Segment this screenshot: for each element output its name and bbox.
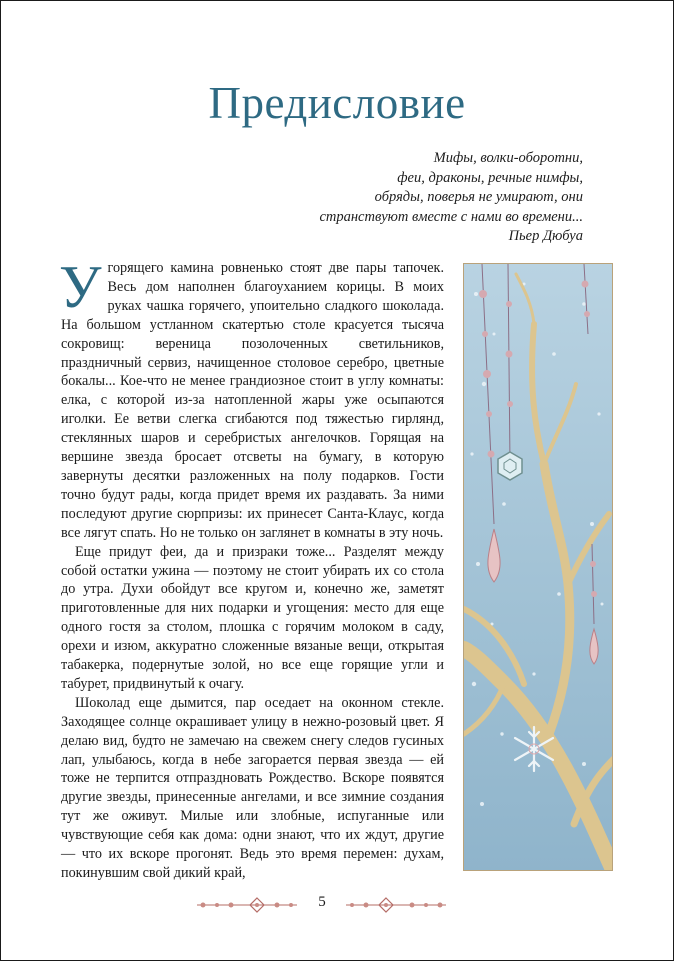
drop-cap: У bbox=[59, 254, 102, 320]
epigraph-line: Мифы, волки-оборотни, bbox=[433, 150, 583, 166]
paragraph-1 bbox=[59, 254, 444, 543]
winter-illustration bbox=[463, 263, 613, 871]
paragraph-3: Шоколад еще дымится, пар оседает на оконном стекле. Заходящее солнце окрашивает улицу в нежно-розовый цвет. Я делаю вид, будто не замечаю на свежем снегу следов гусиных лап, улыбаюсь, когда в небе загорается первая звезда — ей тоже не терпится отпраздновать Рождество. Вскоре появятся другие звезды, принесенные ангелами, и все зимние создания тут же оживут. Милые или злобные, испуганные или чувствующие себя как дома: одни знают, что их ждут, другие — что их вскоре прогонят. Ведь это время перемен: духам, покинувшим свой дикий край, bbox=[61, 694, 444, 881]
page-footer bbox=[1, 891, 673, 917]
epigraph-line: обряды, поверья не умирают, они bbox=[374, 189, 583, 206]
ornament-left-icon bbox=[197, 897, 297, 913]
page-number: 5 bbox=[318, 894, 326, 910]
ornament-right-icon bbox=[346, 897, 446, 913]
epigraph-author: Пьер Дюбуа bbox=[508, 228, 583, 245]
paragraph-1-text: горящего камина ровненько стоят две пары тапочек. Весь дом наполнен благоуханием корицы. В моих руках чашка горячего, упоительно сладкого шоколада. На большом устланном скатертью столе красуется тысяча сокровищ: вереница позолоченных светильников, праздничный сервиз, начищенное столовое серебро, цветные бокалы... Кое-что не менее грандиозное стоит в углу комнаты: елка, с которой из-за натопленной жары уже осыпаются иголки. Ее ветви слегка сгибаются под тяжестью гирлянд, стеклянных шаров и серебристых ангелочков. Горящая на вершине звезда бросает отсветы на бумагу, в которую завернуты десятки разложенных на полу подарков. Гости точно будут рады, когда придет время их раздавать. За ними последуют другие сюрпризы: их принесет Санта-Клаус, когда все лягут спать. Но не только он заглянет в комнаты в эту ночь. bbox=[61, 260, 444, 541]
epigraph-line: феи, драконы, речные нимфы, bbox=[397, 169, 583, 186]
body-text bbox=[59, 254, 444, 883]
page-title: Предисловие bbox=[208, 78, 466, 128]
epigraph bbox=[163, 149, 583, 247]
epigraph-line: странствуют вместе с нами во времени... bbox=[319, 208, 583, 225]
paragraph-2: Еще придут феи, да и призраки тоже... Разделят между собой остатки ужина — поэтому не стоит убирать их со стола до утра. Духи обойдут все кругом и, конечно же, заметят приготовленные для них подарки и угощения: место для еще одного гостя за столом, плошка с горячим молоком в саду, орехи и изюм, аккуратно сложенные вязаные вещи, открытая табакерка, подернутые золой, но все еще горящие угли и табурет, придвинутый к очагу. bbox=[61, 543, 444, 692]
